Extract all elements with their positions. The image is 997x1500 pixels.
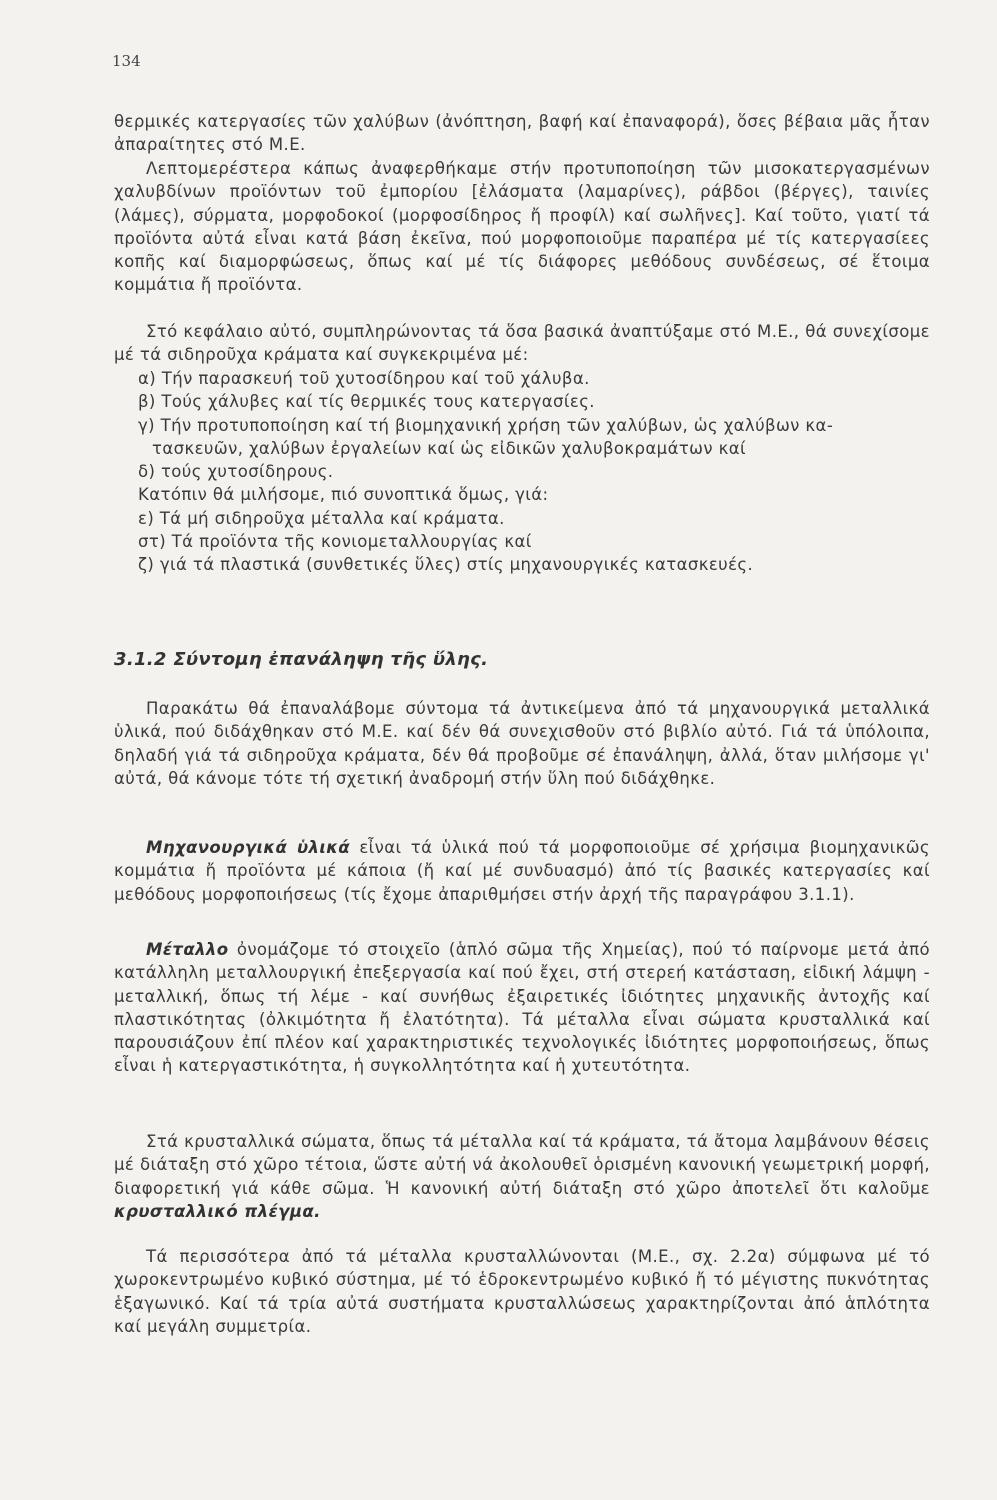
term-mechanical-materials: Μηχανουργικά ὑλικά [146, 838, 351, 857]
list-item: ζ) γιά τά πλαστικά (συνθετικές ὕλες) στίς μηχανουργικές κατασκευές. [138, 555, 754, 575]
list-item: γ) Τήν προτυποποίηση καί τή βιομηχανική χρήση τῶν χαλύβων, ὡς χαλύβων κα- [138, 415, 834, 435]
page-number: 134 [112, 52, 141, 70]
section-paragraph-4 [114, 1130, 930, 1223]
list-item-continuation: τασκευῶν, χαλύβων ἐργαλείων καί ὡς εἰδικῶν χαλυβοκραμάτων καί [152, 438, 747, 458]
section-paragraph-2 [114, 836, 930, 906]
intro-paragraph-1: θερμικές κατεργασίες τῶν χαλύβων (ἀνόπτηση, βαφή καί ἐπαναφορά), ὅσες βέβαια μᾶς ἦταν ἀπαραίτητες στό Μ.Ε. [114, 112, 930, 155]
list-item: ε) Τά μή σιδηροῦχα μέταλλα καί κράματα. [138, 508, 505, 528]
term-metal: Μέταλλο [146, 940, 229, 959]
list-item: α) Τήν παρασκευή τοῦ χυτοσίδηρου καί τοῦ χάλυβα. [138, 369, 590, 388]
list-item: δ) τούς χυτοσίδηρους. [138, 462, 334, 482]
intro-paragraph-2: Λεπτομερέστερα κάπως ἀναφερθήκαμε στήν προτυποποίηση τῶν μισοκατεργασμένων χαλυβδίνων προϊόντων τοῦ ἐμπορίου [ἐλάσματα (λαμαρίνες), ράβδοι (βέργες), ταινίες (λάμες), σύρματα, μορφοδοκοί (μορφοσίδηρος ἤ προφίλ) καί σωλῆνες]. Καί τοῦτο, γιατί τά προϊόντα αὐτά εἶναι κατά βάση ἐκεῖνα, πού μορφοποιοῦμε παραπέρα μέ τίς κατεργασίεες κοπῆς καί διαμορφώσεως, ὅπως καί μέ τίς διάφορες μεθόδους συνδέσεως, σέ ἕτοιμα κομμάτια ἤ προϊόντα. [114, 159, 930, 295]
section-paragraph-3 [114, 938, 930, 1078]
intro-paragraph-3: Στό κεφάλαιο αὐτό, συμπληρώνοντας τά ὅσα βασικά ἀναπτύξαμε στό Μ.Ε., θά συνεχίσομε μέ τά σιδηροῦχα κράματα καί συγκεκριμένα μέ: [114, 322, 930, 365]
paragraph-text: Στά κρυσταλλικά σώματα, ὅπως τά μέταλλα καί τά κράματα, τά ἄτομα λαμβάνουν θέσεις μέ διάταξη στό χῶρο τέτοια, ὥστε αὐτή νά ἀκολουθεῖ ὁρισμένη κανονική γεωμετρική μορφή, διαφορετική γιά κάθε σῶμα. Ἡ κανονική αὐτή διάταξη στό χῶρο ἀποτελεῖ ὅτι καλοῦμε [114, 1132, 930, 1198]
paragraph-text: ὀνομάζομε τό στοιχεῖο (ἁπλό σῶμα τῆς Χημείας), πού τό παίρνομε μετά ἀπό κατάλληλη μεταλλουργική ἐπεξεργασία καί πού ἔχει, στή στερεή κατάσταση, εἰδική λάμψη - μεταλλική, ὅπως τή λέμε - καί συνήθως ἐξαιρετικές ἰδιότητες μηχανικῆς ἀντοχῆς καί πλαστικότητας (ὀλκιμότητα ἤ ἐλατότητα). Τά μέταλλα εἶναι σώματα κρυσταλλικά καί παρουσιάζουν ἐπί πλέον καί χαρακτηριστικές τεχνολογικές ἰδιότητες μορφοποιήσεως, ὅπως εἶναι ἡ κατεργαστικότητα, ἡ συγκολλητότητα καί ἡ χυτευτότητα. [114, 940, 930, 1076]
list-item: στ) Τά προϊόντα τῆς κονιομεταλλουργίας καί [138, 532, 532, 552]
topics-list [114, 367, 934, 577]
paragraph-text: εἶναι τά ὑλικά πού τά μορφοποιοῦμε σέ χρήσιμα βιομηχανικῶς κομμάτια ἤ προϊόντα μέ κάποια (ἤ καί μέ συνδυασμό) ἀπό τίς βασικές κατεργασίες καί μεθόδους μορφοποιήσεως (τίς ἔχομε ἀπαριθμήσει στήν ἀρχή τῆς παραγράφου 3.1.1). [114, 838, 930, 904]
section-paragraph-5: Τά περισσότερα ἀπό τά μέταλλα κρυσταλλώνονται (Μ.Ε., σχ. 2.2α) σύμφωνα μέ τό χωροκεντρωμένο κυβικό σύστημα, μέ τό ἑδροκεντρωμένο κυβικό ἤ τό μέγιστης πυκνότητας ἑξαγωνικό. Καί τά τρία αὐτά συστήματα κρυσταλλώσεως χαρακτηρίζονται ἀπό ἁπλότητα καί μεγάλη συμμετρία. [114, 1247, 930, 1336]
then-line: Κατόπιν θά μιλήσομε, πιό συνοπτικά ὅμως, γιά: [138, 485, 549, 505]
term-crystal-lattice: κρυσταλλικό πλέγμα. [114, 1201, 321, 1221]
section-heading: 3.1.2 Σύντομη ἐπανάληψη τῆς ὕλης. [114, 649, 489, 670]
section-paragraph-1: Παρακάτω θά ἐπαναλάβομε σύντομα τά ἀντικείμενα ἀπό τά μηχανουργικά μεταλλικά ὑλικά, πού διδάχθηκαν στό Μ.Ε. καί δέν θά συνεχισθοῦν στό βιβλίο αὐτό. Γιά τά ὑπόλοιπα, δηλαδή γιά τά σιδηροῦχα κράματα, δέν θά προβοῦμε σέ ἐπανάληψη, ἀλλά, ὅταν μιλήσομε γι' αὐτά, θά κάνομε τότε τή σχετική ἀναδρομή στήν ὕλη πού διδάχθηκε. [114, 699, 930, 788]
list-item: β) Τούς χάλυβες καί τίς θερμικές τους κατεργασίες. [138, 392, 595, 412]
